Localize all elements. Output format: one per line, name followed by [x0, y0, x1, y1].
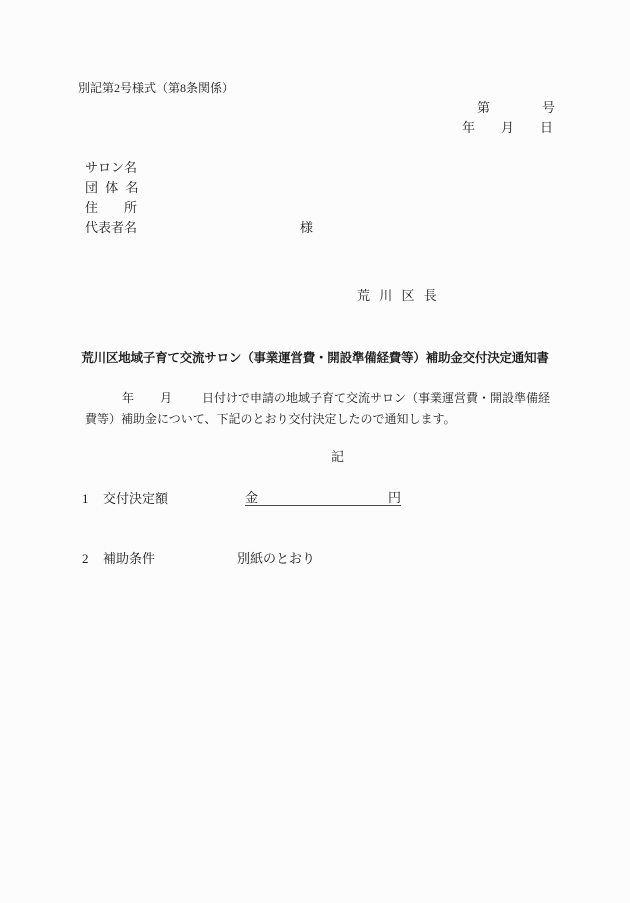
body-month-label: 月 — [160, 391, 173, 405]
recipient-address-label: 住 所 — [85, 200, 138, 215]
recipient-honorific: 様 — [300, 220, 314, 235]
amount-prefix: 金 — [245, 490, 259, 505]
body-line1: 日付けで申請の地域子育て交流サロン（事業運営費・開設準備経 — [202, 391, 551, 405]
amount-blank-field — [245, 490, 401, 506]
note-heading: 記 — [331, 449, 345, 464]
document-number-line: 第 号 — [477, 100, 556, 115]
body-line2: 費等）補助金について、下記のとおり交付決定したので通知します。 — [85, 412, 456, 426]
amount-suffix: 円 — [387, 490, 401, 505]
date-line: 年 月 日 — [462, 120, 554, 135]
recipient-representative-label: 代表者名 — [85, 220, 138, 235]
form-reference: 別記第2号様式（第8条関係） — [78, 81, 235, 95]
body-year-label: 年 — [122, 391, 135, 405]
item2-value: 別紙のとおり — [237, 551, 316, 566]
item2-label: 補助条件 — [103, 551, 156, 566]
issuer-name: 荒 川 区 長 — [357, 288, 440, 303]
recipient-salon-label: サロン名 — [85, 160, 138, 175]
item2-number: 2 — [82, 551, 89, 566]
recipient-group-label: 団 体 名 — [85, 180, 141, 195]
document-title: 荒川区地域子育て交流サロン（事業運営費・開設準備経費等）補助金交付決定通知書 — [81, 351, 549, 365]
item1-number: 1 — [82, 491, 89, 506]
item1-label: 交付決定額 — [103, 491, 169, 506]
